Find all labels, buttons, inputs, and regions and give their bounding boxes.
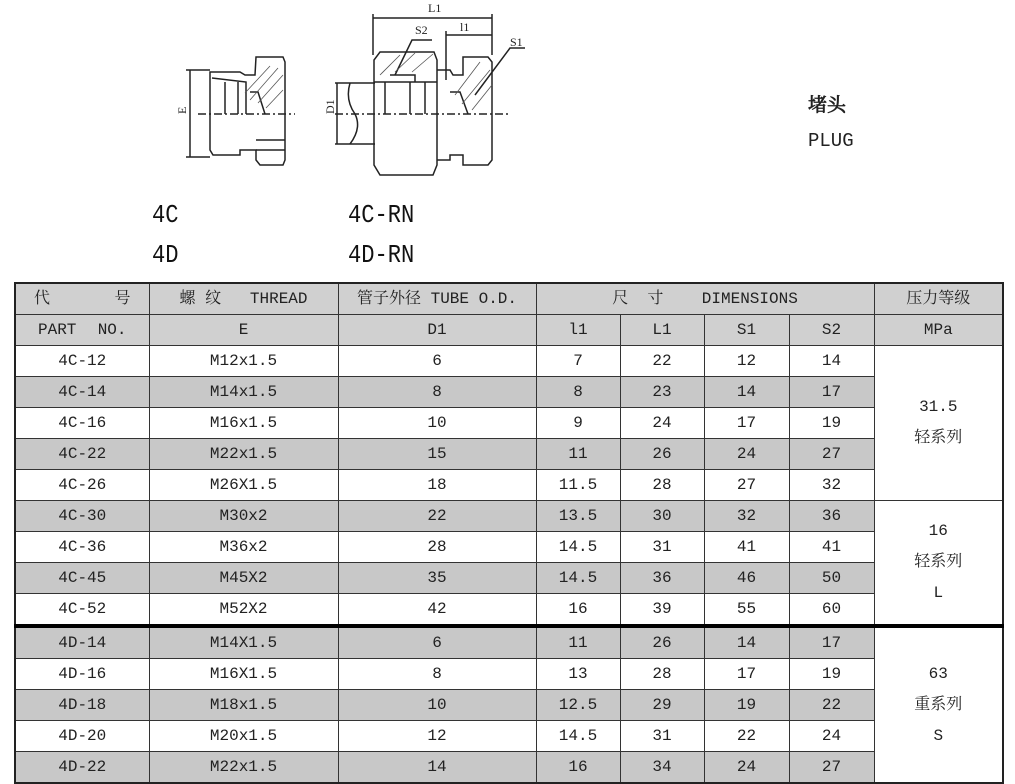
pressure-group: [874, 346, 1003, 501]
model-4D: 4D: [152, 240, 179, 270]
cell-tube-od: 6: [338, 346, 536, 377]
pressure-code: S: [933, 726, 944, 745]
table-row: [15, 690, 1003, 721]
cell-thread: M45X2: [149, 563, 338, 594]
cell-l1: 13.5: [536, 501, 620, 532]
cell-tube-od: 14: [338, 752, 536, 784]
cell-S2: 14: [789, 346, 874, 377]
label-L1: L1: [428, 1, 442, 15]
cell-S2: 27: [789, 752, 874, 784]
cell-L1: 23: [620, 377, 704, 408]
cell-l1: 12.5: [536, 690, 620, 721]
cell-L1: 30: [620, 501, 704, 532]
cell-S1: 22: [704, 721, 789, 752]
table-row: [15, 346, 1003, 377]
cell-S1: 41: [704, 532, 789, 563]
cell-L1: 24: [620, 408, 704, 439]
cell-l1: 9: [536, 408, 620, 439]
cell-tube-od: 35: [338, 563, 536, 594]
cell-S2: 36: [789, 501, 874, 532]
cell-thread: M18x1.5: [149, 690, 338, 721]
table-row: [15, 594, 1003, 627]
table-row: [15, 408, 1003, 439]
pressure-series: 重系列: [914, 695, 963, 714]
cell-S1: 19: [704, 690, 789, 721]
model-4C-RN: 4C-RN: [348, 200, 415, 230]
cell-tube-od: 18: [338, 470, 536, 501]
pressure-value: 31.5: [919, 398, 958, 416]
cell-tube-od: 10: [338, 408, 536, 439]
pressure-series: 轻系列: [914, 553, 963, 571]
cell-part-no: 4C-26: [15, 470, 149, 501]
cell-S2: 41: [789, 532, 874, 563]
cell-part-no: 4C-14: [15, 377, 149, 408]
cell-S1: 17: [704, 408, 789, 439]
model-4C: 4C: [152, 200, 179, 230]
cell-L1: 34: [620, 752, 704, 784]
cell-S2: 60: [789, 594, 874, 627]
table-row: [15, 377, 1003, 408]
title-cn: 堵头: [808, 94, 847, 116]
cell-S1: 27: [704, 470, 789, 501]
cell-L1: 39: [620, 594, 704, 627]
cell-tube-od: 22: [338, 501, 536, 532]
spec-table: [14, 282, 1004, 784]
label-S1: S1: [510, 35, 523, 49]
model-4D-RN: 4D-RN: [348, 240, 415, 270]
cell-part-no: 4C-45: [15, 563, 149, 594]
cell-thread: M14x1.5: [149, 377, 338, 408]
cell-l1: 16: [536, 594, 620, 627]
header-L1: L1: [620, 315, 704, 346]
cell-part-no: 4D-22: [15, 752, 149, 784]
pressure-code: L: [933, 584, 944, 602]
cell-part-no: 4C-36: [15, 532, 149, 563]
cell-l1: 7: [536, 346, 620, 377]
label-S2: S2: [415, 23, 428, 37]
cell-l1: 14.5: [536, 721, 620, 752]
cell-thread: M16x1.5: [149, 408, 338, 439]
table-row: [15, 532, 1003, 563]
cell-thread: M20x1.5: [149, 721, 338, 752]
cell-thread: M12x1.5: [149, 346, 338, 377]
header-S1: S1: [704, 315, 789, 346]
header-E: E: [149, 315, 338, 346]
pressure-value: 63: [928, 664, 948, 683]
cell-tube-od: 10: [338, 690, 536, 721]
cell-l1: 8: [536, 377, 620, 408]
cell-thread: M26X1.5: [149, 470, 338, 501]
cell-l1: 13: [536, 659, 620, 690]
cell-part-no: 4C-30: [15, 501, 149, 532]
cell-l1: 11: [536, 626, 620, 659]
cell-S2: 50: [789, 563, 874, 594]
plug-technical-drawing: [150, 0, 550, 180]
cell-S1: 14: [704, 377, 789, 408]
cell-thread: M22x1.5: [149, 752, 338, 784]
cell-S1: 46: [704, 563, 789, 594]
header-tube: 管子外径 TUBE O.D.: [338, 283, 536, 315]
cell-S2: 22: [789, 690, 874, 721]
cell-thread: M36x2: [149, 532, 338, 563]
cell-thread: M14X1.5: [149, 626, 338, 659]
pressure-value: 16: [928, 522, 948, 540]
cell-S1: 24: [704, 439, 789, 470]
cell-tube-od: 15: [338, 439, 536, 470]
cell-tube-od: 6: [338, 626, 536, 659]
header-part-en: PART NO.: [15, 315, 149, 346]
cell-l1: 14.5: [536, 563, 620, 594]
label-E: E: [175, 106, 189, 114]
cell-S1: 17: [704, 659, 789, 690]
table-row: [15, 721, 1003, 752]
cell-S2: 17: [789, 377, 874, 408]
cell-L1: 28: [620, 470, 704, 501]
cell-S1: 32: [704, 501, 789, 532]
cell-S2: 19: [789, 408, 874, 439]
cell-S2: 17: [789, 626, 874, 659]
header-D1: D1: [338, 315, 536, 346]
pressure-group: [874, 626, 1003, 783]
cell-S2: 27: [789, 439, 874, 470]
cell-part-no: 4C-12: [15, 346, 149, 377]
cell-part-no: 4C-16: [15, 408, 149, 439]
cell-S2: 19: [789, 659, 874, 690]
cell-L1: 31: [620, 721, 704, 752]
header-S2: S2: [789, 315, 874, 346]
cell-part-no: 4C-52: [15, 594, 149, 627]
cell-S2: 32: [789, 470, 874, 501]
pressure-group: [874, 501, 1003, 627]
cell-tube-od: 28: [338, 532, 536, 563]
cell-tube-od: 8: [338, 377, 536, 408]
header-pressure: 压力等级: [874, 283, 1003, 315]
cell-thread: M22x1.5: [149, 439, 338, 470]
cell-l1: 11.5: [536, 470, 620, 501]
cell-L1: 22: [620, 346, 704, 377]
cell-S1: 12: [704, 346, 789, 377]
cell-S1: 24: [704, 752, 789, 784]
table-row: [15, 752, 1003, 784]
cell-l1: 14.5: [536, 532, 620, 563]
cell-part-no: 4D-16: [15, 659, 149, 690]
header-dimensions: 尺 寸 DIMENSIONS: [536, 283, 874, 315]
cell-thread: M30x2: [149, 501, 338, 532]
cell-L1: 31: [620, 532, 704, 563]
cell-L1: 36: [620, 563, 704, 594]
cell-tube-od: 8: [338, 659, 536, 690]
cell-part-no: 4C-22: [15, 439, 149, 470]
cell-L1: 28: [620, 659, 704, 690]
table-row: [15, 626, 1003, 659]
cell-thread: M52X2: [149, 594, 338, 627]
cell-S1: 55: [704, 594, 789, 627]
table-row: [15, 659, 1003, 690]
cell-L1: 26: [620, 626, 704, 659]
cell-part-no: 4D-20: [15, 721, 149, 752]
label-D1: D1: [323, 99, 337, 114]
pressure-series: 轻系列: [914, 429, 963, 447]
cell-L1: 26: [620, 439, 704, 470]
table-row: [15, 439, 1003, 470]
cell-S1: 14: [704, 626, 789, 659]
label-l1: l1: [460, 20, 470, 34]
header-thread: 螺 纹 THREAD: [149, 283, 338, 315]
cell-l1: 16: [536, 752, 620, 784]
title-en: PLUG: [808, 130, 854, 152]
table-row: [15, 563, 1003, 594]
cell-tube-od: 42: [338, 594, 536, 627]
cell-part-no: 4D-18: [15, 690, 149, 721]
table-row: [15, 470, 1003, 501]
header-part-cn: 代 号: [15, 283, 149, 315]
cell-l1: 11: [536, 439, 620, 470]
cell-thread: M16X1.5: [149, 659, 338, 690]
header-l1: l1: [536, 315, 620, 346]
cell-L1: 29: [620, 690, 704, 721]
table-row: [15, 501, 1003, 532]
cell-S2: 24: [789, 721, 874, 752]
cell-part-no: 4D-14: [15, 626, 149, 659]
header-mpa: MPa: [874, 315, 1003, 346]
cell-tube-od: 12: [338, 721, 536, 752]
